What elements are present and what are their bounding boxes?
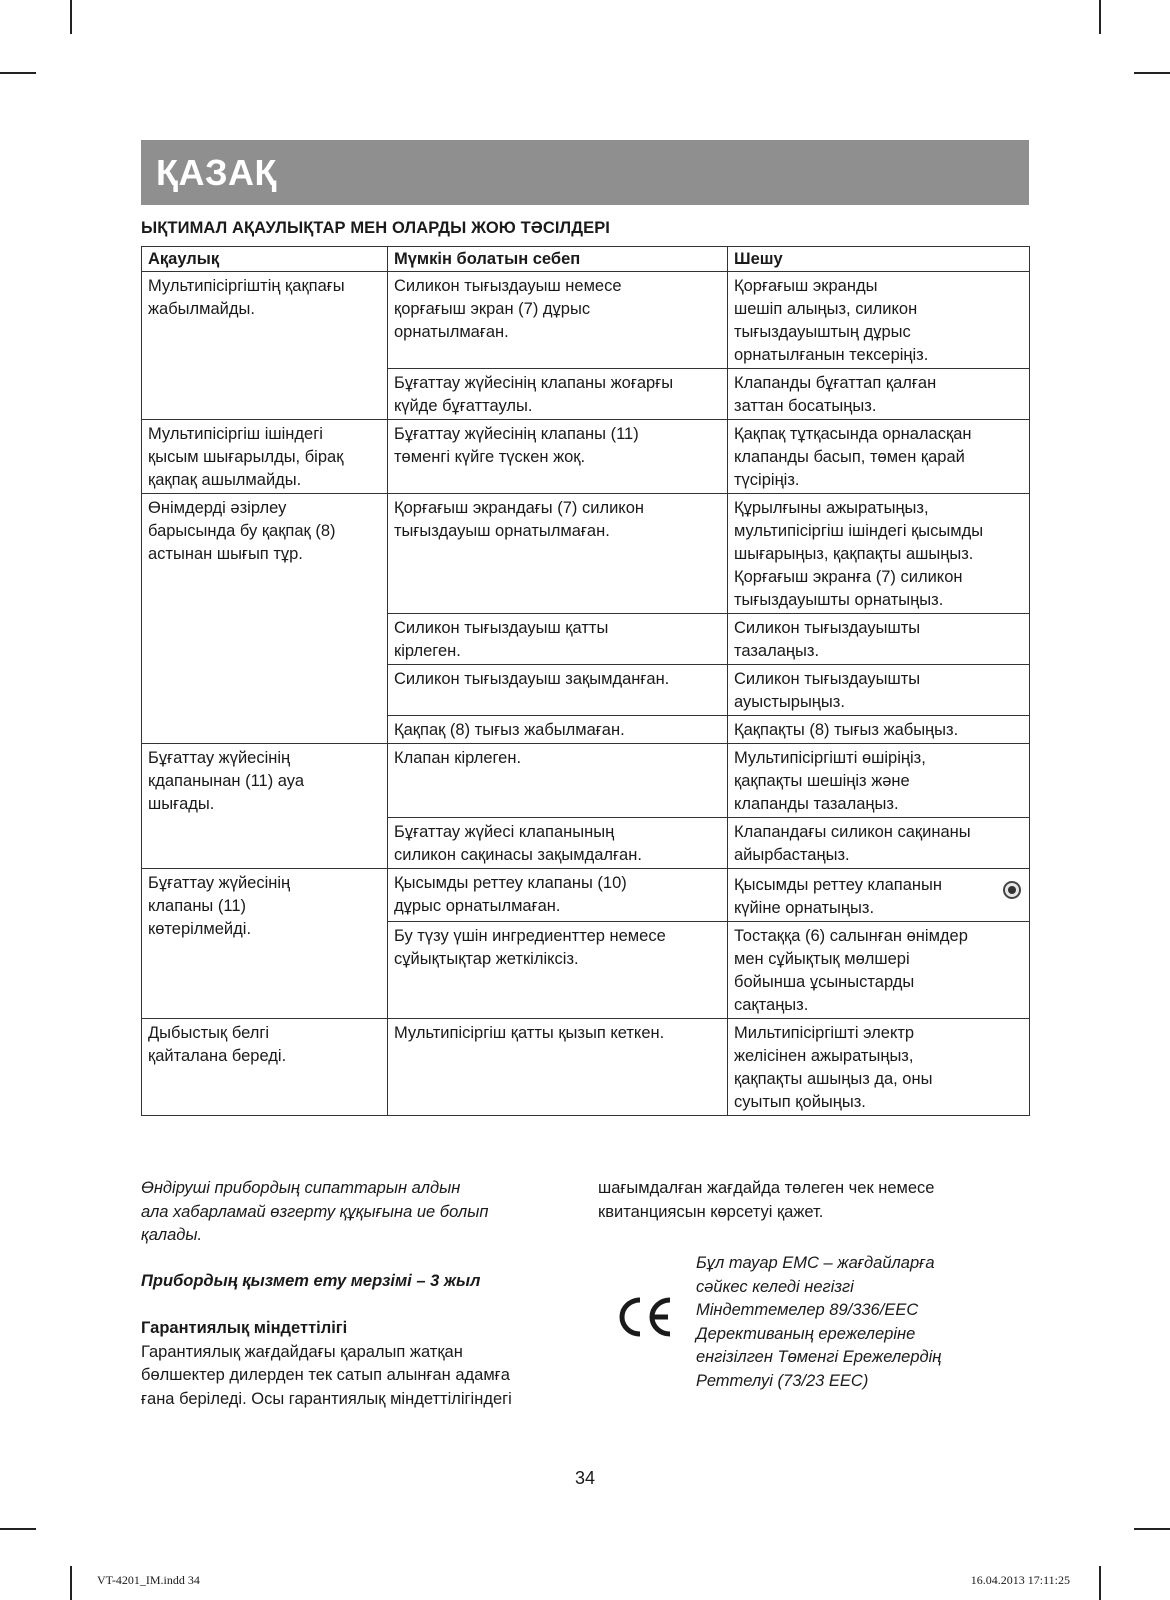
cause-cell: Силикон тығыздауыш қатты кірлеген.	[388, 614, 728, 665]
crop-mark	[0, 1528, 36, 1530]
fault-cell: Бұғаттау жүйесінің кдапанынан (11) ауа шығады.	[142, 744, 388, 869]
solution-cell: Қорғағыш экранды шешіп алыңыз, силикон тығыздауыштың дұрыс орнатылғанын тексеріңіз.	[728, 272, 1030, 369]
crop-mark	[1099, 0, 1101, 34]
solution-cell: Қақпақ тұтқасында орналасқан клапанды басып, төмен қарай түсіріңіз.	[728, 420, 1030, 494]
solution-cell: Мильтипісіргішті электр желісінен ажыратыңыз, қақпақты ашыңыз да, оны суытып қойыңыз.	[728, 1019, 1030, 1116]
table-row	[142, 420, 1030, 494]
page-number: 34	[574, 1468, 596, 1488]
ce-mark-icon	[614, 1294, 674, 1340]
solution-cell: Қысымды реттеу клапанын күйіне орнатыңыз.	[728, 869, 1030, 922]
right-column	[598, 1177, 1029, 1224]
crop-mark	[1134, 72, 1170, 74]
manufacturer-note: Өндіруші прибордың сипаттарын алдын ала хабарламай өзгерту құқығына ие болып қалады.	[141, 1179, 489, 1244]
table-row	[142, 272, 1030, 369]
fault-cell: Бұғаттау жүйесінің клапаны (11) көтерілмейді.	[142, 869, 388, 1019]
crop-mark	[0, 72, 36, 74]
pressure-valve-icon	[1003, 881, 1021, 899]
solution-cell: Мультипісіргішті өшіріңіз, қақпақты шешіңіз және клапанды тазалаңыз.	[728, 744, 1030, 818]
table-header-row	[142, 247, 1030, 272]
crop-mark	[70, 1566, 72, 1600]
solution-cell: Қақпақты (8) тығыз жабыңыз.	[728, 716, 1030, 744]
cause-cell: Бұғаттау жүйесі клапанының силикон сақинасы зақымдалған.	[388, 818, 728, 869]
fault-cell: Мультипісіргіш ішіндегі қысым шығарылды, бірақ қақпақ ашылмайды.	[142, 420, 388, 494]
crop-mark	[70, 0, 72, 34]
ce-compliance	[598, 1252, 1029, 1392]
cause-cell: Қысымды реттеу клапаны (10) дұрыс орнатылмаған.	[388, 869, 728, 922]
footer-file: VT-4201_IM.indd 34	[97, 1573, 200, 1587]
cause-cell: Мультипісіргіш қатты қызып кеткен.	[388, 1019, 728, 1116]
section-title: ЫҚТИМАЛ АҚАУЛЫҚТАР МЕН ОЛАРДЫ ЖОЮ ТӘСІЛДЕРІ	[141, 219, 610, 237]
cause-cell: Бу түзу үшін ингредиенттер немесе сұйықтықтар жеткіліксіз.	[388, 922, 728, 1019]
crop-mark	[1099, 1566, 1101, 1600]
cause-cell: Қорғағыш экрандағы (7) силикон тығыздауыш орнатылмаған.	[388, 494, 728, 614]
cause-cell: Силикон тығыздауыш зақымданған.	[388, 665, 728, 716]
solution-cell: Тостаққа (6) салынған өнімдер мен сұйықтық мөлшері бойынша ұсыныстарды сақтаңыз.	[728, 922, 1030, 1019]
crop-mark	[1134, 1528, 1170, 1530]
warranty-title: Гарантиялық міндеттілігі	[141, 1319, 348, 1337]
cause-cell: Бұғаттау жүйесінің клапаны (11) төменгі күйге түскен жоқ.	[388, 420, 728, 494]
troubleshooting-table	[141, 246, 1030, 1116]
service-life: Прибордың қызмет ету мерзімі – 3 жыл	[141, 1271, 481, 1290]
fault-cell: Мультипісіргіштің қақпағы жабылмайды.	[142, 272, 388, 420]
table-row	[142, 494, 1030, 614]
solution-cell: Клапанды бұғаттап қалған заттан босатыңыз.	[728, 369, 1030, 420]
table-row	[142, 869, 1030, 922]
header-cause: Мүмкін болатын себеп	[388, 247, 728, 272]
solution-cell: Силикон тығыздауышты тазалаңыз.	[728, 614, 1030, 665]
fault-cell: Өнімдерді әзірлеу барысында бу қақпақ (8) астынан шығып тұр.	[142, 494, 388, 744]
warranty-continued: шағымдалған жағдайда төлеген чек немесе	[598, 1179, 935, 1197]
footer-date: 16.04.2013 17:11:25	[970, 1573, 1070, 1587]
solution-cell: Клапандағы силикон сақинаны айырбастаңыз.	[728, 818, 1030, 869]
header-fault: Ақаулық	[142, 247, 388, 272]
solution-cell: Құрылғыны ажыратыңыз, мультипісіргіш ішіндегі қысымды шығарыңыз, қақпақты ашыңыз. Қорғағыш экранға (7) силикон тығыздауышты орнатыңыз.	[728, 494, 1030, 614]
cause-cell: Қақпақ (8) тығыз жабылмаған.	[388, 716, 728, 744]
cause-cell: Клапан кірлеген.	[388, 744, 728, 818]
cause-cell: Бұғаттау жүйесінің клапаны жоғарғы күйде бұғаттаулы.	[388, 369, 728, 420]
cause-cell: Силикон тығыздауыш немесе қорғағыш экран (7) дұрыс орнатылмаған.	[388, 272, 728, 369]
left-column	[141, 1177, 571, 1411]
table-row	[142, 744, 1030, 818]
fault-cell: Дыбыстық белгі қайталана береді.	[142, 1019, 388, 1116]
language-banner: ҚАЗАҚ	[141, 140, 1029, 205]
table-row	[142, 1019, 1030, 1116]
warranty-continued: квитанциясын көрсетуі қажет.	[598, 1202, 824, 1221]
ce-text: Бұл тауар ЕМС – жағдайларға сәйкес келеді негізгі Міндеттемелер 89/336/EEC Дерективаның ережелеріне енгізілген Төменгі Ережелердің Реттелуі (73/23 EEC)	[696, 1254, 942, 1390]
warranty-text: Гарантиялық жағдайдағы қаралып жатқан бөлшектер дилерден тек сатып алынған адамға ғана беріледі. Осы гарантиялық міндеттілігіндегі	[141, 1342, 512, 1408]
solution-cell: Силикон тығыздауышты ауыстырыңыз.	[728, 665, 1030, 716]
header-solution: Шешу	[728, 247, 1030, 272]
